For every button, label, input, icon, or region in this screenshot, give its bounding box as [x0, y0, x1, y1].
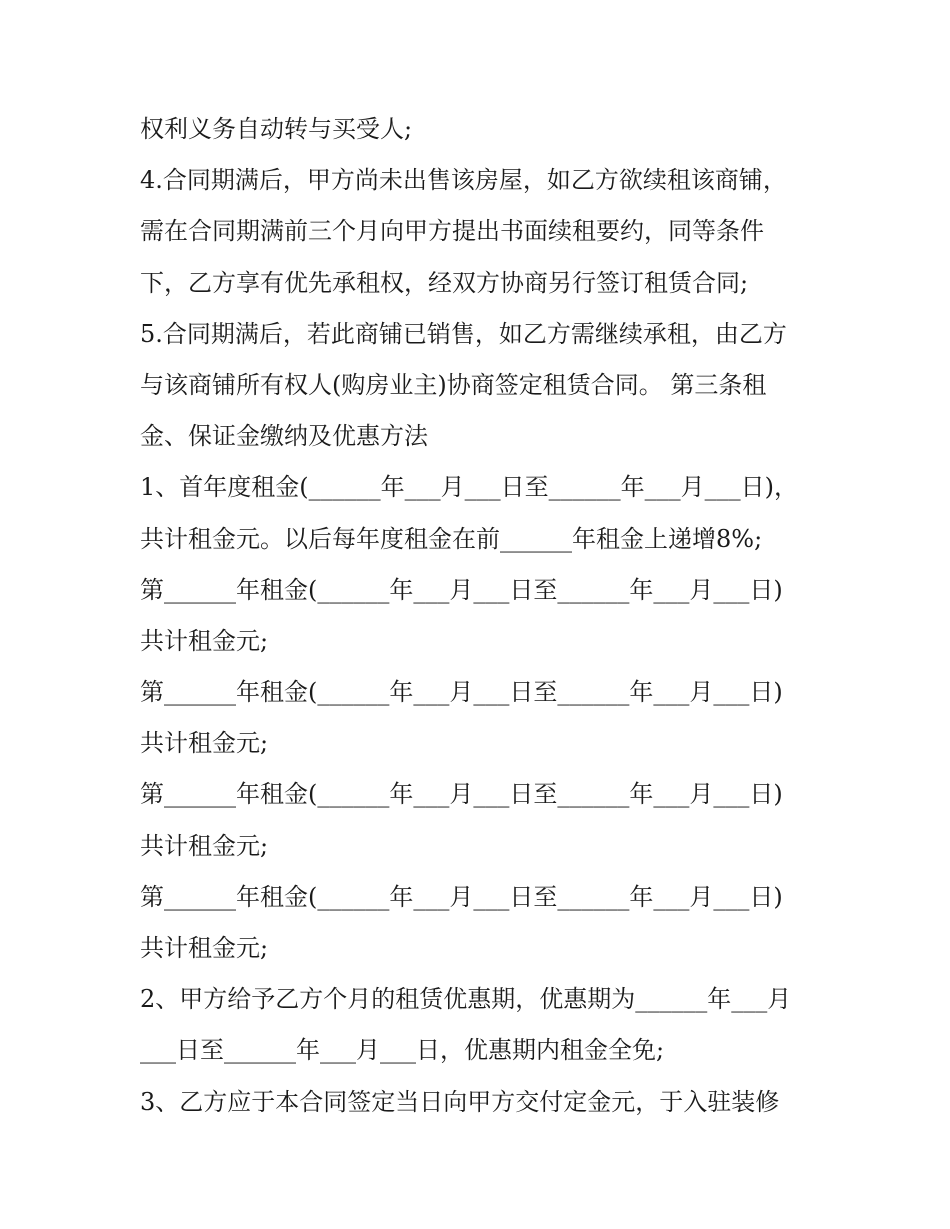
text-line: 与该商铺所有权人(购房业主)协商签定租赁合同。 第三条租	[140, 370, 767, 399]
text-line: 金、保证金缴纳及优惠方法	[140, 422, 428, 451]
text-line: 权利义务自动转与买受人;	[140, 115, 413, 143]
text-line: 1、首年度租金(______年___月___日至______年___月___日)，	[140, 473, 798, 502]
text-line: 第______年租金(______年___月___日至______年___月___日)	[140, 575, 783, 604]
text-line: 第______年租金(______年___月___日至______年___月___日)	[140, 678, 783, 707]
text-line: 共计租金元;	[140, 729, 269, 758]
text-line: 第______年租金(______年___月___日至______年___月___日)	[140, 882, 783, 911]
text-line: 2、甲方给予乙方个月的租赁优惠期，优惠期为______年___月	[140, 985, 792, 1014]
text-line: 共计租金元。以后每年度租金在前______年租金上递增8%;	[140, 524, 763, 553]
text-line: 共计租金元;	[140, 626, 269, 655]
text-line: 第______年租金(______年___月___日至______年___月___日)	[140, 780, 783, 809]
text-line: 共计租金元;	[140, 831, 269, 860]
text-line: 5.合同期满后，若此商铺已销售，如乙方需继续承租，由乙方	[140, 319, 787, 348]
text-line: 需在合同期满前三个月向甲方提出书面续租要约，同等条件	[140, 217, 764, 246]
contract-text	[140, 104, 820, 1128]
text-line: 3、乙方应于本合同签定当日向甲方交付定金元，于入驻装修	[140, 1087, 780, 1116]
text-line: 4.合同期满后，甲方尚未出售该房屋，如乙方欲续租该商铺，	[140, 166, 787, 195]
text-line: 共计租金元;	[140, 934, 269, 962]
text-line: 下，乙方享有优先承租权，经双方协商另行签订租赁合同;	[140, 268, 749, 297]
text-line: ___日至______年___月___日，优惠期内租金全免;	[140, 1036, 665, 1065]
